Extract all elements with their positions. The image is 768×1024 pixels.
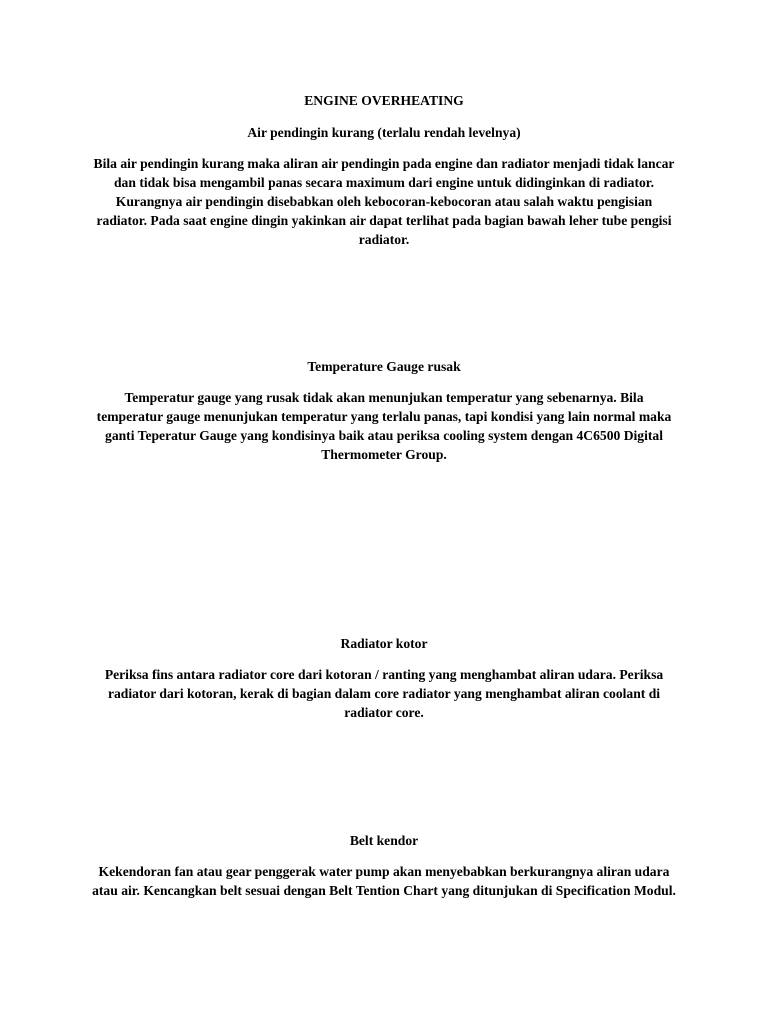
document-title: ENGINE OVERHEATING (304, 93, 464, 108)
section-body-radiator: Periksa fins antara radiator core dari kotoran / ranting yang menghambat aliran udara. Periksa radiator dari kotoran, kerak di bagian dalam core radiator yang menghambat aliran coolant di radiator core. (104, 667, 664, 720)
section-body-coolant: Bila air pendingin kurang maka aliran air pendingin pada engine dan radiator menjadi tidak lancar dan tidak bisa mengambil panas secara maximum dari engine untuk didinginkan di radiator. Kurangnya air pendingin disebabkan oleh kebocoran-kebocoran atau salah waktu pengisian radiator. Pada saat engine dingin yakinkan air dapat terlihat pada bagian bawah leher tube pengisi radiator. (93, 156, 675, 247)
section-heading-temperature-gauge: Temperature Gauge rusak (307, 359, 461, 374)
section-body-belt: Kekendoran fan atau gear penggerak water pump akan menyebabkan berkurangnya aliran udara atau air. Kencangkan belt sesuai dengan Belt Tention Chart yang ditunjukan di Specification Modul. (92, 864, 676, 898)
section-heading-coolant: Air pendingin kurang (terlalu rendah levelnya) (247, 125, 521, 140)
section-body-temperature-gauge: Temperatur gauge yang rusak tidak akan menunjukan temperatur yang sebenarnya. Bila temperatur gauge menunjukan temperatur yang terlalu panas, tapi kondisi yang lain normal maka ganti Teperatur Gauge yang kondisinya baik atau periksa cooling system dengan 4C6500 Digital Thermometer Group. (96, 390, 672, 462)
section-heading-radiator: Radiator kotor (340, 636, 428, 651)
section-heading-belt: Belt kendor (349, 833, 419, 848)
